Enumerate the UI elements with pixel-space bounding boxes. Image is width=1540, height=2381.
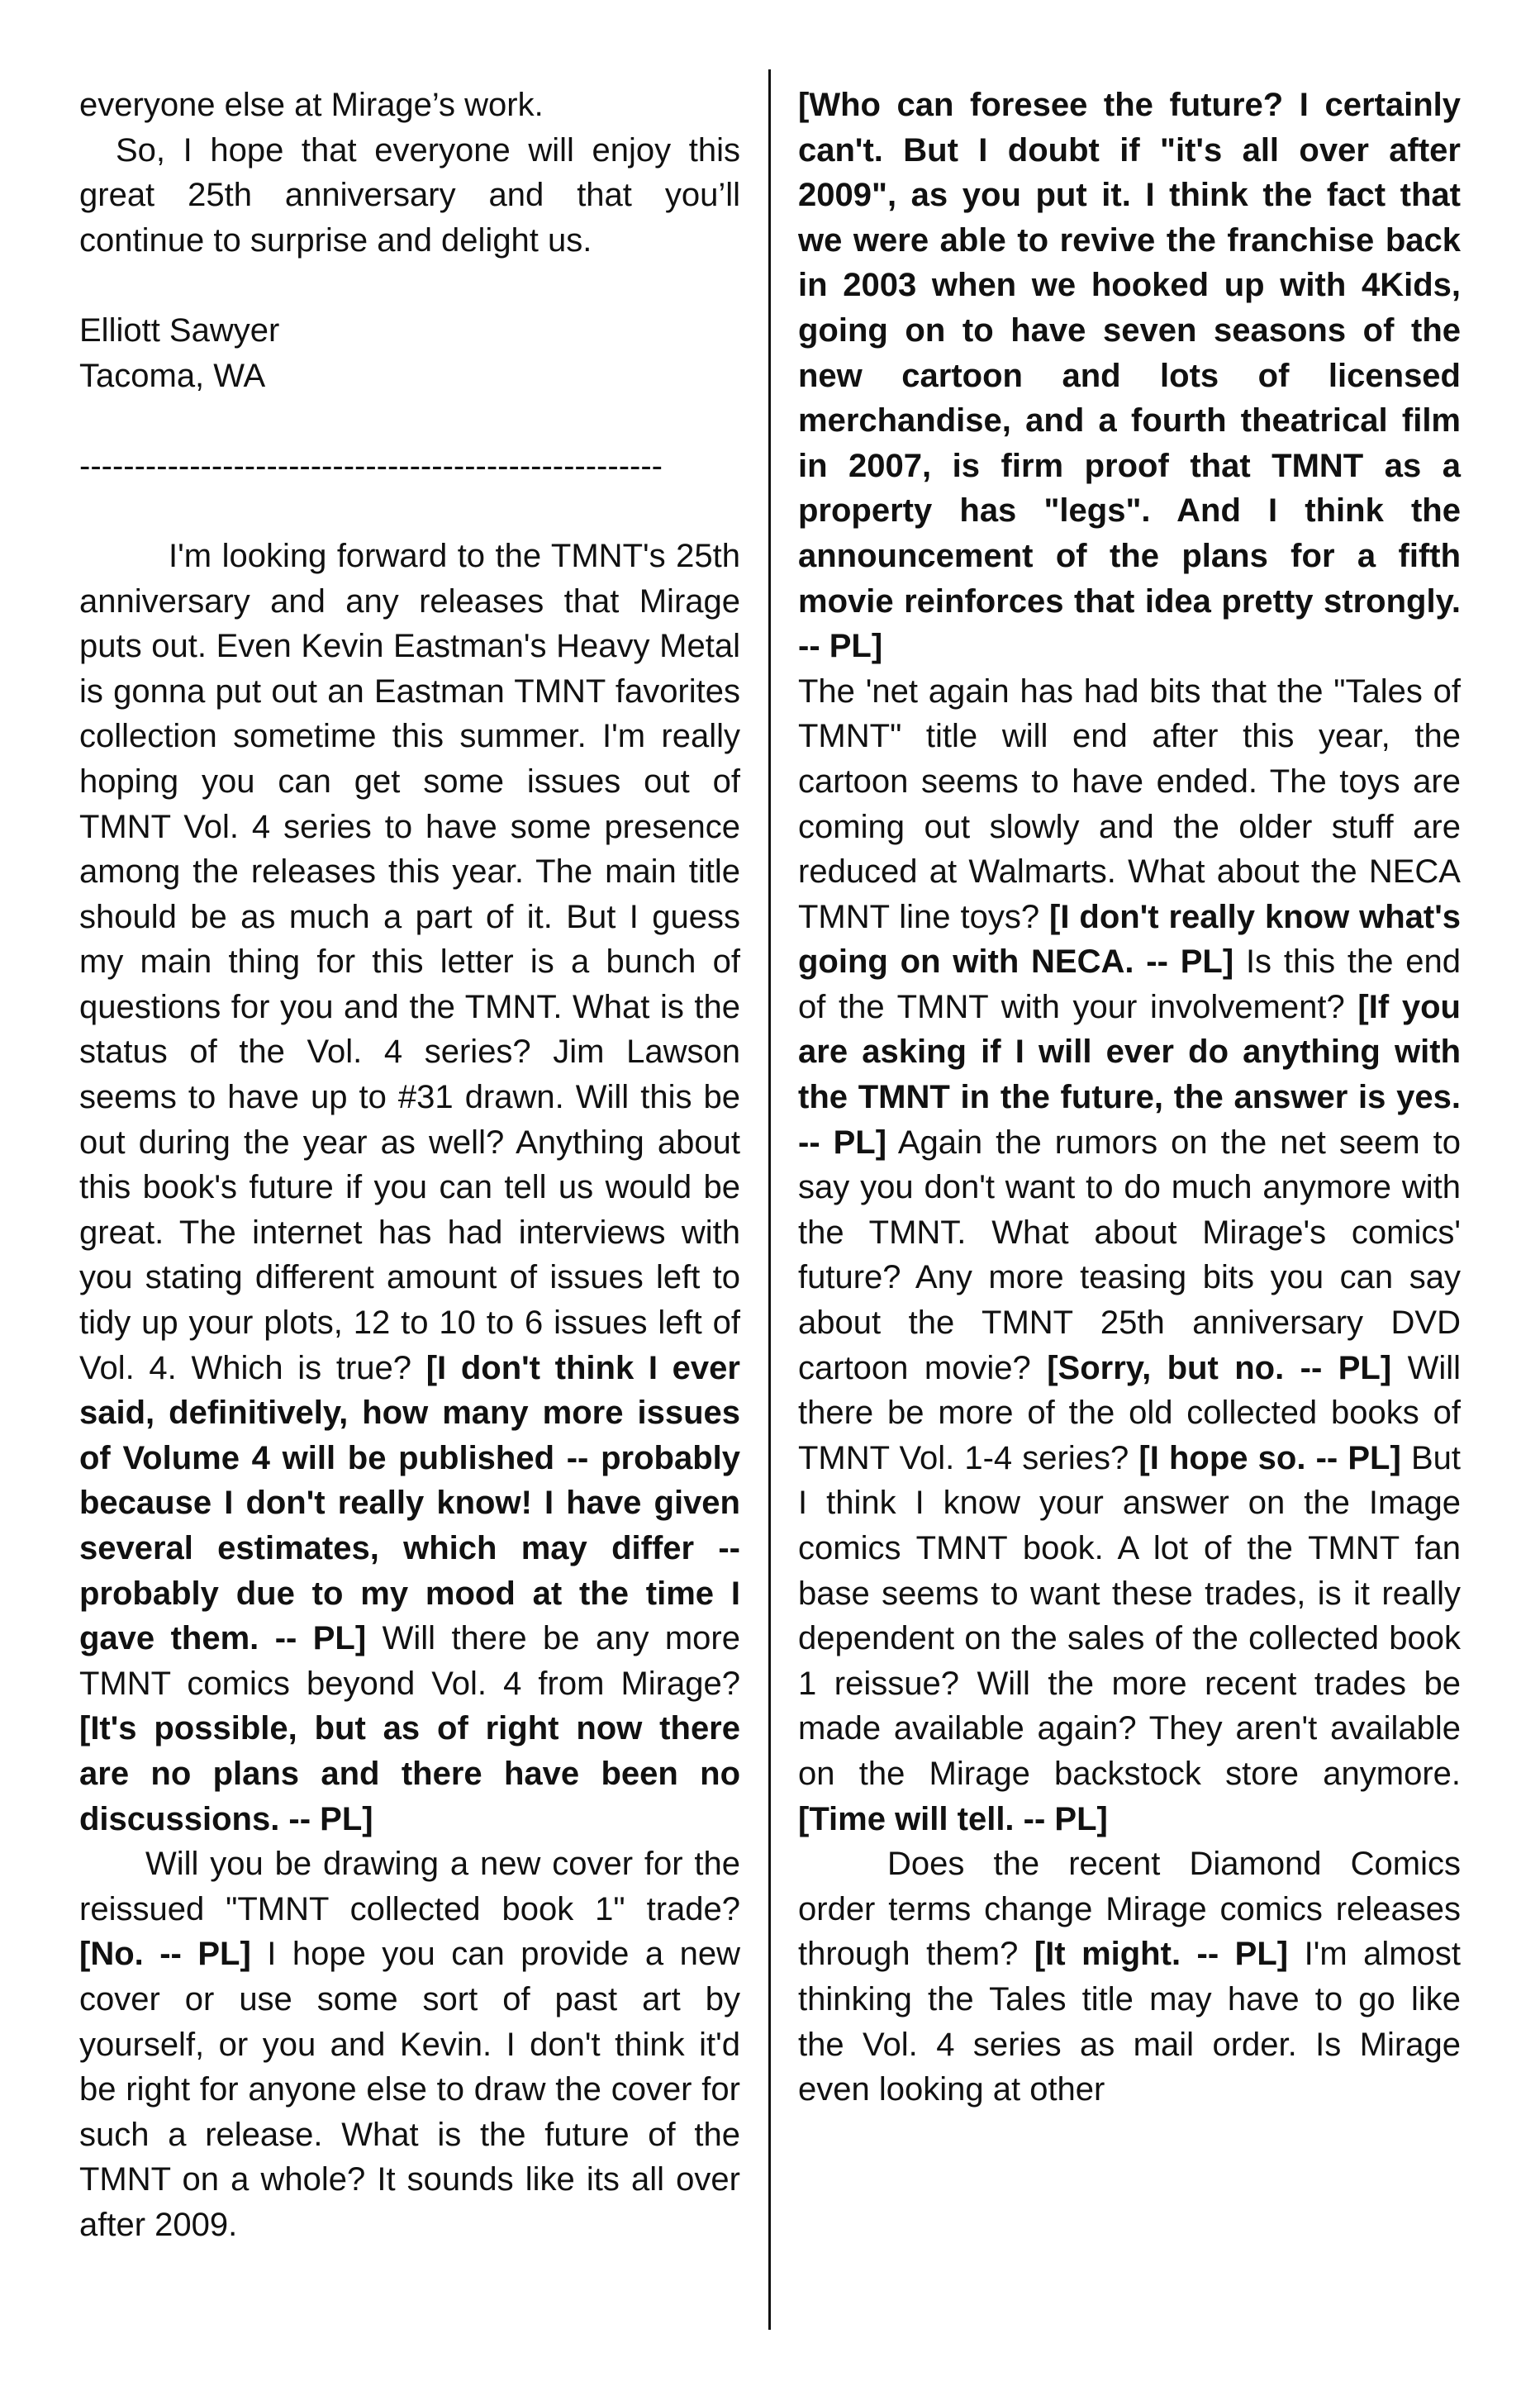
editor-reply-8: [I hope so. -- PL] — [1138, 1439, 1401, 1476]
letter2-body-final — [798, 1842, 1461, 2112]
letter1-author: Elliott Sawyer — [79, 311, 280, 349]
letter2-text-7: Again the rumors on the net seem to say you don't want to do much anymore with the TMNT. What about Mirage's comics' future? Any more teasing bits you can say about the TMNT 25th anniversary DVD cartoon movie? — [798, 1124, 1461, 1386]
letter1-closing: So, I hope that everyone will enjoy this great 25th anniversary and that you’ll continue to surprise and delight us. — [79, 131, 740, 259]
letter2-body-right — [798, 83, 1461, 669]
letter2-text-4: I hope you can provide a new cover or use some sort of past art by yourself, or you and Kevin. I don't think it'd be right for anyone else to draw the cover for such a release. What is the future of the TMNT on a whole? It sounds like its all over after 2009. — [79, 1936, 740, 2243]
editor-reply-3: [No. -- PL] — [79, 1936, 251, 1973]
letter2-text-2: Will there be any more TMNT comics beyond Vol. 4 from Mirage? — [79, 1620, 740, 1702]
editor-reply-2: [It's possible, but as of right now there are no plans and there have been no discussions. -- PL] — [79, 1710, 740, 1837]
letter2-text-8: Will there be more of the old collected books of TMNT Vol. 1-4 series? — [798, 1349, 1461, 1476]
letter2-body-right-cont — [798, 669, 1461, 1842]
letter2-text-5: The 'net again has had bits that the "Tales of TMNT" title will end after this year, the cartoon seems to have ended. The toys are coming out slowly and the older stuff are reduced at Walmarts. What about the NECA TMNT line toys? — [798, 672, 1461, 935]
letter1-location: Tacoma, WA — [79, 357, 266, 394]
letter1-last-line: everyone else at Mirage’s work. — [79, 87, 544, 123]
editor-reply-4: [Who can foresee the future? I certainly can't. But I doubt if "it's all over after 2009", as you put it. I think the fact that we were able to revive the franchise back in 2003 when we hooked up with 4Kids, going on to have seven seasons of the new cartoon and lots of licensed merchandise, and a fourth theatrical film in 2007, is firm proof that TMNT as a property has "legs". And I think the announcement of the plans for a fifth movie reinforces that idea pretty strongly. -- PL] — [798, 87, 1461, 665]
editor-reply-10: [It might. -- PL] — [1034, 1936, 1289, 1973]
column-divider — [768, 69, 771, 2330]
letter2-text-11: I'm almost thinking the Tales title may have to go like the Vol. 4 series as mail order. Is Mirage even looking at other — [798, 1936, 1461, 2108]
editor-reply-9: [Time will tell. -- PL] — [798, 1800, 1108, 1837]
letter2-text-10: Does the recent Diamond Comics order terms change Mirage comics releases through them? — [798, 1846, 1461, 1973]
editor-reply-5: [I don't really know what's going on with NECA. -- PL] — [798, 898, 1461, 981]
letter2-text-1: I'm looking forward to the TMNT's 25th anniversary and any releases that Mirage puts out. Even Kevin Eastman's Heavy Metal is gonna put out an Eastman TMNT favorites collection sometime this summer. I'm really hoping you can get some issues out of TMNT Vol. 4 series to have some presence among the releases this year. The main title should be as much a part of it. But I guess my main thing for this letter is a bunch of questions for you and the TMNT. What is the status of the Vol. 4 series? Jim Lawson seems to have up to #31 drawn. Will this be out during the year as well? Anything about this book's future if you can tell us would be great. The internet has had interviews with you stating different amount of issues left to tidy up your plots, 12 to 10 to 6 issues left of Vol. 4. Which is true? — [79, 537, 740, 1386]
letter2-text-9: But I think I know your answer on the Image comics TMNT book. A lot of the TMNT fan base seems to want these trades, is it really dependent on the sales of the collected book 1 reissue? Will the more recent trades be made available again? They aren't available on the Mirage backstock store anymore. — [798, 1439, 1461, 1792]
editor-reply-7: [Sorry, but no. -- PL] — [1047, 1349, 1392, 1386]
letter2-body-cont — [79, 1842, 740, 2247]
editor-reply-6: [If you are asking if I will ever do anything with the TMNT in the future, the answer is yes. -- PL] — [798, 988, 1461, 1161]
letter2-body — [79, 534, 740, 1842]
letter2-text-6: Is this the end of the TMNT with your involvement? — [798, 943, 1461, 1025]
letter2-text-3: Will you be drawing a new cover for the reissued "TMNT collected book 1" trade? — [79, 1846, 740, 1927]
editor-reply-1: [I don't think I ever said, definitively, how many more issues of Volume 4 will be published -- probably because I don't really know! I have given several estimates, which may differ -- probably due to my mood at the time I gave them. -- PL] — [79, 1349, 740, 1657]
letter-separator: ----------------------------------------------------- — [79, 447, 663, 484]
right-column — [798, 83, 1461, 2112]
left-column — [79, 83, 740, 2248]
